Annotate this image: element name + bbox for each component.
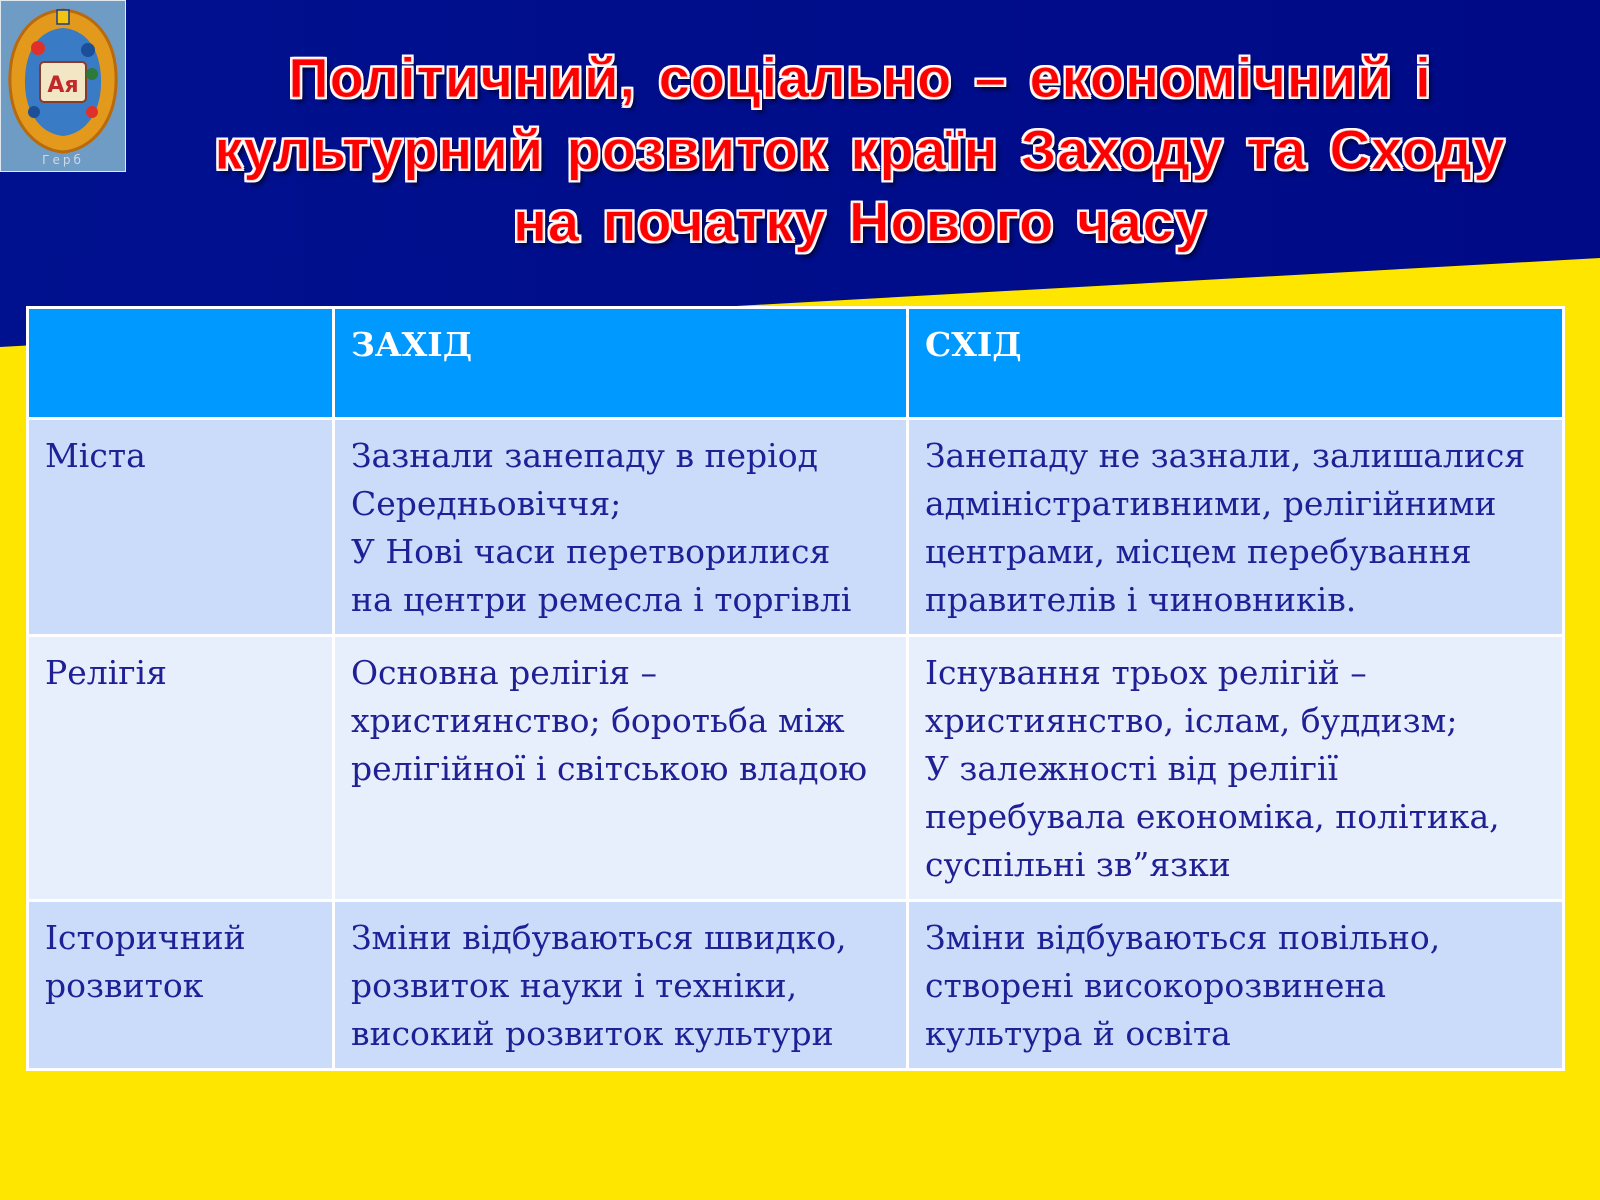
text-line: високий розвиток культури xyxy=(351,1014,834,1053)
text-line: Основна релігія – xyxy=(351,653,657,692)
text-line: християнство; боротьба між xyxy=(351,701,845,740)
table-row-religion xyxy=(28,636,1564,901)
text-line: У залежності від релігії xyxy=(925,749,1339,788)
comparison-table xyxy=(26,306,1565,1071)
text-line: Зазнали занепаду в період xyxy=(351,436,818,475)
slide-title xyxy=(150,42,1570,258)
cell-cities-west xyxy=(334,419,908,636)
cell-religion-west xyxy=(334,636,908,901)
cell-religion-east xyxy=(908,636,1564,901)
text-line: Занепаду не зазнали, залишалися xyxy=(925,436,1526,475)
title-line-1: Політичний, соціально – економічний і xyxy=(288,46,1432,109)
row-label-cities: Міста xyxy=(28,419,334,636)
text-line: створені високорозвинена xyxy=(925,966,1387,1005)
text-line: Зміни відбуваються повільно, xyxy=(925,918,1441,957)
text-line: Зміни відбуваються швидко, xyxy=(351,918,847,957)
title-line-2: культурний розвиток країн Заходу та Сходу xyxy=(214,118,1506,181)
table-row-historical-development xyxy=(28,901,1564,1070)
text-line: розвиток xyxy=(45,966,204,1005)
text-line: адміністративними, релігійними xyxy=(925,484,1497,523)
text-line: релігійної і світською владою xyxy=(351,749,868,788)
header-east: СХІД xyxy=(908,308,1564,419)
cell-cities-east xyxy=(908,419,1564,636)
text-line: Існування трьох релігій – xyxy=(925,653,1367,692)
header-empty-cell xyxy=(28,308,334,419)
text-line: центрами, місцем перебування xyxy=(925,532,1472,571)
text-line: перебувала економіка, політика, xyxy=(925,797,1500,836)
table-row-cities xyxy=(28,419,1564,636)
text-line: У Нові часи перетворилися xyxy=(351,532,831,571)
table-header-row xyxy=(28,308,1564,419)
header-west: ЗАХІД xyxy=(334,308,908,419)
row-label-historical-development xyxy=(28,901,334,1070)
text-line: суспільні зв”язки xyxy=(925,845,1231,884)
svg-text:Ая: Ая xyxy=(47,73,79,98)
cell-historical-west xyxy=(334,901,908,1070)
text-line: Історичний xyxy=(45,918,246,957)
cell-historical-east xyxy=(908,901,1564,1070)
text-line: правителів і чиновників. xyxy=(925,580,1357,619)
logo-caption: Герб xyxy=(42,153,84,167)
crest-icon xyxy=(0,0,126,172)
row-label-religion: Релігія xyxy=(28,636,334,901)
title-line-3: на початку Нового часу xyxy=(513,190,1207,253)
text-line: Середньовіччя; xyxy=(351,484,622,523)
coat-of-arms-logo xyxy=(0,0,126,172)
text-line: християнство, іслам, буддизм; xyxy=(925,701,1458,740)
text-line: розвиток науки і техніки, xyxy=(351,966,798,1005)
text-line: на центри ремесла і торгівлі xyxy=(351,580,852,619)
text-line: культура й освіта xyxy=(925,1014,1231,1053)
